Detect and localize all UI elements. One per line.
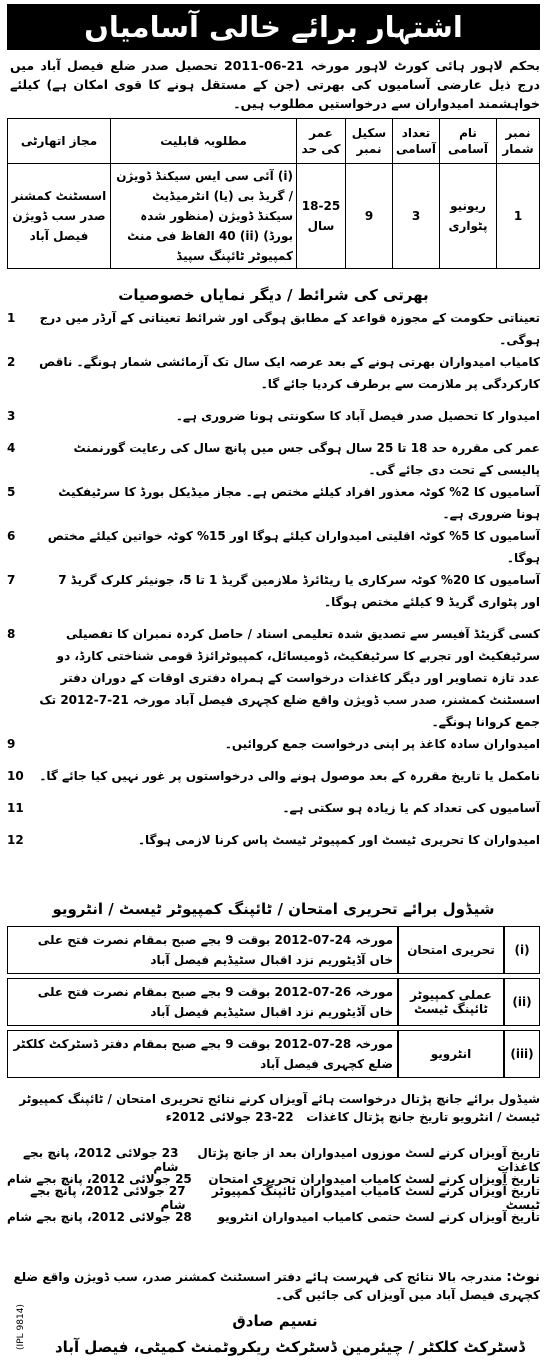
cell-qualification: (i) آئی سی ایس سیکنڈ ڈویژن / گریڈ بی (یا) انٹرمیڈیٹ سیکنڈ ڈویژن (منظور شدہ بورڈ) (ii) 40 الفاظ فی منٹ کمپیوٹر ٹائپنگ سپیڈ	[111, 164, 297, 269]
condition-text: آسامیوں کا 20% کوٹہ سرکاری یا ریٹائرڈ ملازمین گریڈ 1 تا 5، جونیئر کلرک گریڈ 7 اور پٹواری گریڈ 9 کیلئے مختص ہوگا۔	[58, 573, 540, 609]
header-serial: نمبر شمار	[497, 119, 540, 164]
schedule-details: مورخہ 28-07-2012 بوقت 9 بجے صبح بمقام دفتر ڈسٹرکٹ کلکٹر ضلع کچہری فیصل آباد	[7, 1030, 398, 1078]
condition-number: 3	[7, 409, 16, 423]
posts-table	[7, 118, 540, 269]
scrutiny-dates: 22-23 جولائی 2012ء	[165, 1110, 294, 1124]
signature-title: ڈسٹرکٹ کلکٹر / چیئرمین ڈسٹرکٹ ریکروٹمنٹ کمیٹی، فیصل آباد	[54, 1338, 525, 1356]
schedule-details: مورخہ 24-07-2012 بوقت 9 بجے صبح بمقام نصرت فتح علی خاں آڈیٹوریم نزد اقبال سٹیڈیم فیصل آباد	[7, 926, 398, 974]
schedule-label: عملی کمپیوٹر ٹائپنگ ٹیسٹ	[398, 978, 504, 1026]
date-row-text: تاریخ آویزاں کرنے لسٹ کامیاب امیدواران ٹائپنگ کمپیوٹر ٹیسٹ	[211, 1183, 540, 1212]
signature-name: نسیم صادق	[232, 1312, 318, 1330]
condition-text: امیدواران سادہ کاغذ پر اپنی درخواست جمع کروائیں۔	[224, 737, 540, 751]
condition-text: عمر کی مقررہ حد 18 تا 25 سال ہوگی جس میں پانچ سال کی رعایت گورنمنٹ پالیسی کے تحت دی جائے گی۔	[73, 441, 540, 477]
date-row-text: تاریخ آویزاں کرنے لسٹ حتمی کامیاب امیدواران انٹرویو	[217, 1209, 540, 1224]
condition-number: 8	[7, 627, 16, 641]
schedule-number: (i)	[504, 926, 540, 974]
header-qualification: مطلوبہ قابلیت	[111, 119, 297, 164]
note-label: نوٹ:	[506, 1269, 540, 1285]
condition-text: امیدوار کا تحصیل صدر فیصل آباد کا سکونتی ہونا ضروری ہے۔	[175, 409, 540, 423]
date-row	[7, 1183, 540, 1212]
condition-number: 4	[7, 441, 16, 455]
date-row-text: تاریخ آویزاں کرنے لسٹ کامیاب امیدواران تحریری امتحان	[208, 1171, 540, 1186]
condition-text: آسامیوں کا 2% کوٹہ معذور افراد کیلئے مختص ہے۔ مجاز میڈیکل بورڈ کا سرٹیفکیٹ ہونا ضروری ہے۔	[58, 485, 540, 521]
date-row-date: 28 جولائی 2012، پانچ بجے شام	[7, 1209, 192, 1224]
condition-number: 5	[7, 485, 16, 499]
condition-item	[7, 829, 540, 861]
header-name: نام آسامی	[440, 119, 497, 164]
condition-number: 2	[7, 355, 16, 369]
conditions-title: بھرتی کی شرائط / دیگر نمایاں خصوصیات	[118, 286, 429, 304]
condition-item	[7, 481, 540, 525]
condition-item	[7, 307, 540, 351]
date-row-date: 27 جولائی 2012، پانچ بجے شام	[30, 1183, 186, 1212]
schedule-row	[7, 1030, 540, 1078]
intro-paragraph: بحکم لاہور ہائی کورٹ لاہور مورخہ 21-06-2011 تحصیل صدر ضلع فیصل آباد میں درج ذیل عارضی آسامیوں کی بھرتی (جن کے مستقل ہونے کا قوی امکان ہے) کیلئے خواہشمند امیدواران سے درخواستیں مطلوب ہیں۔	[10, 58, 541, 111]
condition-item	[7, 569, 540, 623]
schedule-note-text: شیڈول برائے جانچ پڑتال درخواست ہائے آویزاں کرنے نتائج تحریری امتحان / ٹائپنگ کمپیوٹر ٹیسٹ / انٹرویو تاریخ جانچ پڑتال کاغذات	[19, 1092, 540, 1124]
condition-item	[7, 351, 540, 405]
condition-item	[7, 797, 540, 829]
schedule-number: (iii)	[504, 1030, 540, 1078]
header-age: عمر کی حد	[297, 119, 346, 164]
condition-text: کامیاب امیدواران بھرتی ہونے کے بعد عرصہ ایک سال تک آزمائشی شمار ہونگے۔ ناقص کارکردگی پر ملازمت سے برطرف کردیا جائے گا۔	[39, 355, 540, 391]
schedule-row	[7, 978, 540, 1026]
condition-item	[7, 405, 540, 437]
cell-age: 18-25 سال	[297, 164, 346, 269]
condition-number: 6	[7, 529, 16, 543]
note-paragraph	[7, 1268, 540, 1304]
cell-scale: 9	[346, 164, 393, 269]
condition-text: آسامیوں کا 5% کوٹہ اقلیتی امیدواران کیلئے ہوگا اور 15% کوٹہ خواتین کیلئے مختص ہوگا۔	[47, 529, 540, 565]
schedule-note	[7, 1090, 540, 1126]
cell-count: 3	[393, 164, 440, 269]
condition-item	[7, 525, 540, 569]
condition-number: 7	[7, 573, 16, 587]
header-authority: مجاز اتھارٹی	[8, 119, 111, 164]
ipl-code: (IPL 9814)	[16, 1304, 26, 1350]
condition-number: 12	[7, 833, 24, 847]
condition-text: آسامیوں کی تعداد کم یا زیادہ ہو سکتی ہے۔	[282, 801, 540, 815]
condition-number: 9	[7, 737, 16, 751]
header-scale: سکیل نمبر	[346, 119, 393, 164]
schedule-label: انٹرویو	[398, 1030, 504, 1078]
header-count: تعداد آسامی	[393, 119, 440, 164]
schedule-table	[7, 922, 540, 1082]
conditions-list	[7, 307, 540, 861]
date-row-text: تاریخ آویزاں کرنے لسٹ موزوں امیدواران بعد از جانچ پڑتال کاغذات	[197, 1145, 540, 1174]
table-row	[8, 164, 540, 269]
cell-serial: 1	[497, 164, 540, 269]
condition-text: نامکمل یا تاریخ مقررہ کے بعد موصول ہونے والی درخواستوں پر غور نہیں کیا جائے گا۔	[39, 769, 540, 783]
condition-item	[7, 733, 540, 765]
schedule-title: شیڈول برائے تحریری امتحان / ٹائپنگ کمپیوٹر ٹیسٹ / انٹرویو	[52, 900, 495, 918]
condition-item	[7, 437, 540, 481]
condition-item	[7, 765, 540, 797]
condition-number: 10	[7, 769, 24, 783]
date-row-date: 23 جولائی 2012، پانچ بجے شام	[22, 1145, 179, 1174]
date-row	[7, 1145, 540, 1174]
cell-name: ریونیو پٹواری	[440, 164, 497, 269]
condition-number: 11	[7, 801, 24, 815]
note-text: مندرجہ بالا نتائج کی فہرست ہائے دفتر اسسٹنٹ کمشنر صدر، سب ڈویژن واقع ضلع کچہری فیصل آباد میں آویزاں کی جائیں گی۔	[13, 1270, 540, 1302]
condition-number: 1	[7, 311, 16, 325]
schedule-row	[7, 926, 540, 974]
schedule-number: (ii)	[504, 978, 540, 1026]
dates-list	[7, 1145, 540, 1226]
page-title: اشتہار برائے خالی آسامیاں	[7, 4, 540, 50]
condition-text: امیدواران کا تحریری ٹیسٹ اور کمپیوٹر ٹیسٹ پاس کرنا لازمی ہوگا۔	[138, 833, 540, 847]
cell-authority: اسسٹنٹ کمشنر صدر سب ڈویژن فیصل آباد	[8, 164, 111, 269]
date-row	[7, 1207, 540, 1226]
posts-table-header	[8, 119, 540, 164]
schedule-label: تحریری امتحان	[398, 926, 504, 974]
condition-text: تعیناتی حکومت کے مجوزہ قواعد کے مطابق ہوگی اور شرائط تعیناتی کے آرڈر میں درج ہوگی۔	[39, 311, 540, 347]
schedule-details: مورخہ 26-07-2012 بوقت 9 بجے صبح بمقام نصرت فتح علی خاں آڈیٹوریم نزد اقبال سٹیڈیم فیصل آباد	[7, 978, 398, 1026]
condition-text: کسی گزیٹڈ آفیسر سے تصدیق شدہ تعلیمی اسناد / حاصل کردہ نمبران کا تفصیلی سرٹیفکیٹ اور تجربے کا سرٹیفکیٹ، ڈومیسائل، کمپیوٹرائزڈ قومی شناختی کارڈ، دو عدد تازہ تصاویر اور دیگر کاغذات درخواست کے ہمراہ دفتری اوقات کے دوران دفتر اسسٹنٹ کمشنر، صدر سب ڈویژن واقع ضلع کچہری فیصل آباد مورخہ 21-7-2012 تک جمع کروانا ہونگے۔	[39, 627, 540, 729]
date-row-date: 25 جولائی 2012، پانچ بجے شام	[7, 1171, 192, 1186]
condition-item	[7, 623, 540, 733]
